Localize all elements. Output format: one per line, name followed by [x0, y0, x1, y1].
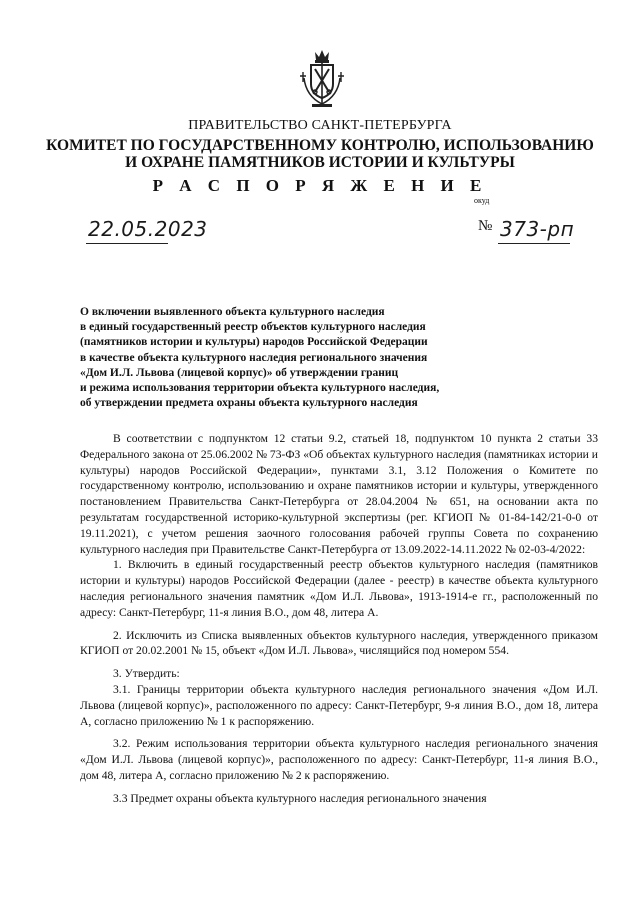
clause-2-paragraph: 2. Исключить из Списка выявленных объектов культурного наследия, утвержденного приказом КГИОП от 20.02.2001 № 15, объект «Дом И.Л. Львова», числящийся под номером 554.	[80, 628, 598, 658]
title-line: в качестве объекта культурного наследия регионального значения	[80, 351, 428, 364]
okud-label: окуд	[474, 196, 490, 205]
document-type: Р А С П О Р Я Ж Е Н И Е	[152, 176, 488, 195]
title-line: об утверждении предмета охраны объекта культурного наследия	[80, 397, 418, 410]
clause-1-paragraph: 1. Включить в единый государственный реестр объектов культурного наследия (памятников истории и культуры) народов Российской Федерации (далее - реестр) в качестве объекта культурного наследия регионального значения памятник «Дом И.Л. Львова», 1913-1914-е гг., расположенный по адресу: Санкт-Петербург, 11-я линия В.О., дом 48, литера А.	[80, 558, 598, 619]
document-body	[80, 431, 598, 807]
title-line: в единый государственный реестр объектов культурного наследия	[80, 321, 426, 334]
title-line: (памятников истории и культуры) народов Российской Федерации	[80, 336, 428, 349]
document-date: 22.05.2023	[88, 217, 208, 241]
committee-name-line-2: И ОХРАНЕ ПАМЯТНИКОВ ИСТОРИИ И КУЛЬТУРЫ	[125, 154, 515, 171]
saint-petersburg-coat-of-arms-icon	[300, 48, 344, 110]
clause-3-paragraph: 3. Утвердить:	[113, 667, 180, 681]
document-number: 373-рп	[500, 217, 575, 241]
document-title	[80, 305, 560, 411]
committee-name-line-1: КОМИТЕТ ПО ГОСУДАРСТВЕННОМУ КОНТРОЛЮ, ИСПОЛЬЗОВАНИЮ	[46, 137, 594, 154]
clause-3-3-paragraph: 3.3 Предмет охраны объекта культурного наследия регионального значения	[113, 791, 487, 805]
number-sign: №	[478, 218, 493, 234]
preamble-paragraph: В соответствии с подпунктом 12 статьи 9.2, статьей 18, подпунктом 10 пункта 2 статьи 33 Федерального закона от 25.06.2002 № 73-ФЗ «Об объектах культурного наследия (памятниках истории и культуры) народов Российской Федерации», пунктами 3.1, 3.12 Положения о Комитете по государственному контролю, использованию и охране памятников истории и культуры, утвержденного постановлением Правительства Санкт-Петербурга от 28.04.2004 № 651, на основании акта по результатам государственной историко-культурной экспертизы (рег. КГИОП № 01-84-142/21-0-0 от 19.11.2021), с учетом решения заочного голосования рабочей группы Совета по сохранению культурного наследия при Правительстве Санкт-Петербурга от 13.09.2022-14.11.2022 № 02-03-4/2022:	[80, 432, 598, 556]
government-name: ПРАВИТЕЛЬСТВО САНКТ-ПЕТЕРБУРГА	[188, 118, 452, 133]
title-line: «Дом И.Л. Львова (лицевой корпус)» об утверждении границ	[80, 366, 399, 379]
clause-3-1-paragraph: 3.1. Границы территории объекта культурного наследия регионального значения «Дом И.Л. Львова (лицевой корпус)», расположенного по адресу: Санкт-Петербург, 9-я линия В.О., дом 18, литера А, согласно приложению № 1 к распоряжению.	[80, 682, 598, 728]
number-underline	[498, 243, 570, 244]
title-line: О включении выявленного объекта культурного наследия	[80, 306, 385, 318]
clause-3-2-paragraph: 3.2. Режим использования территории объекта культурного наследия регионального значения «Дом И.Л. Львова (лицевой корпус)», расположенного по адресу: Санкт-Петербург, 11-я линия В.О., дом 48, литера А, согласно приложению № 2 к распоряжению.	[80, 737, 598, 782]
title-line: и режима использования территории объекта культурного наследия,	[80, 382, 440, 395]
date-underline	[86, 243, 168, 244]
